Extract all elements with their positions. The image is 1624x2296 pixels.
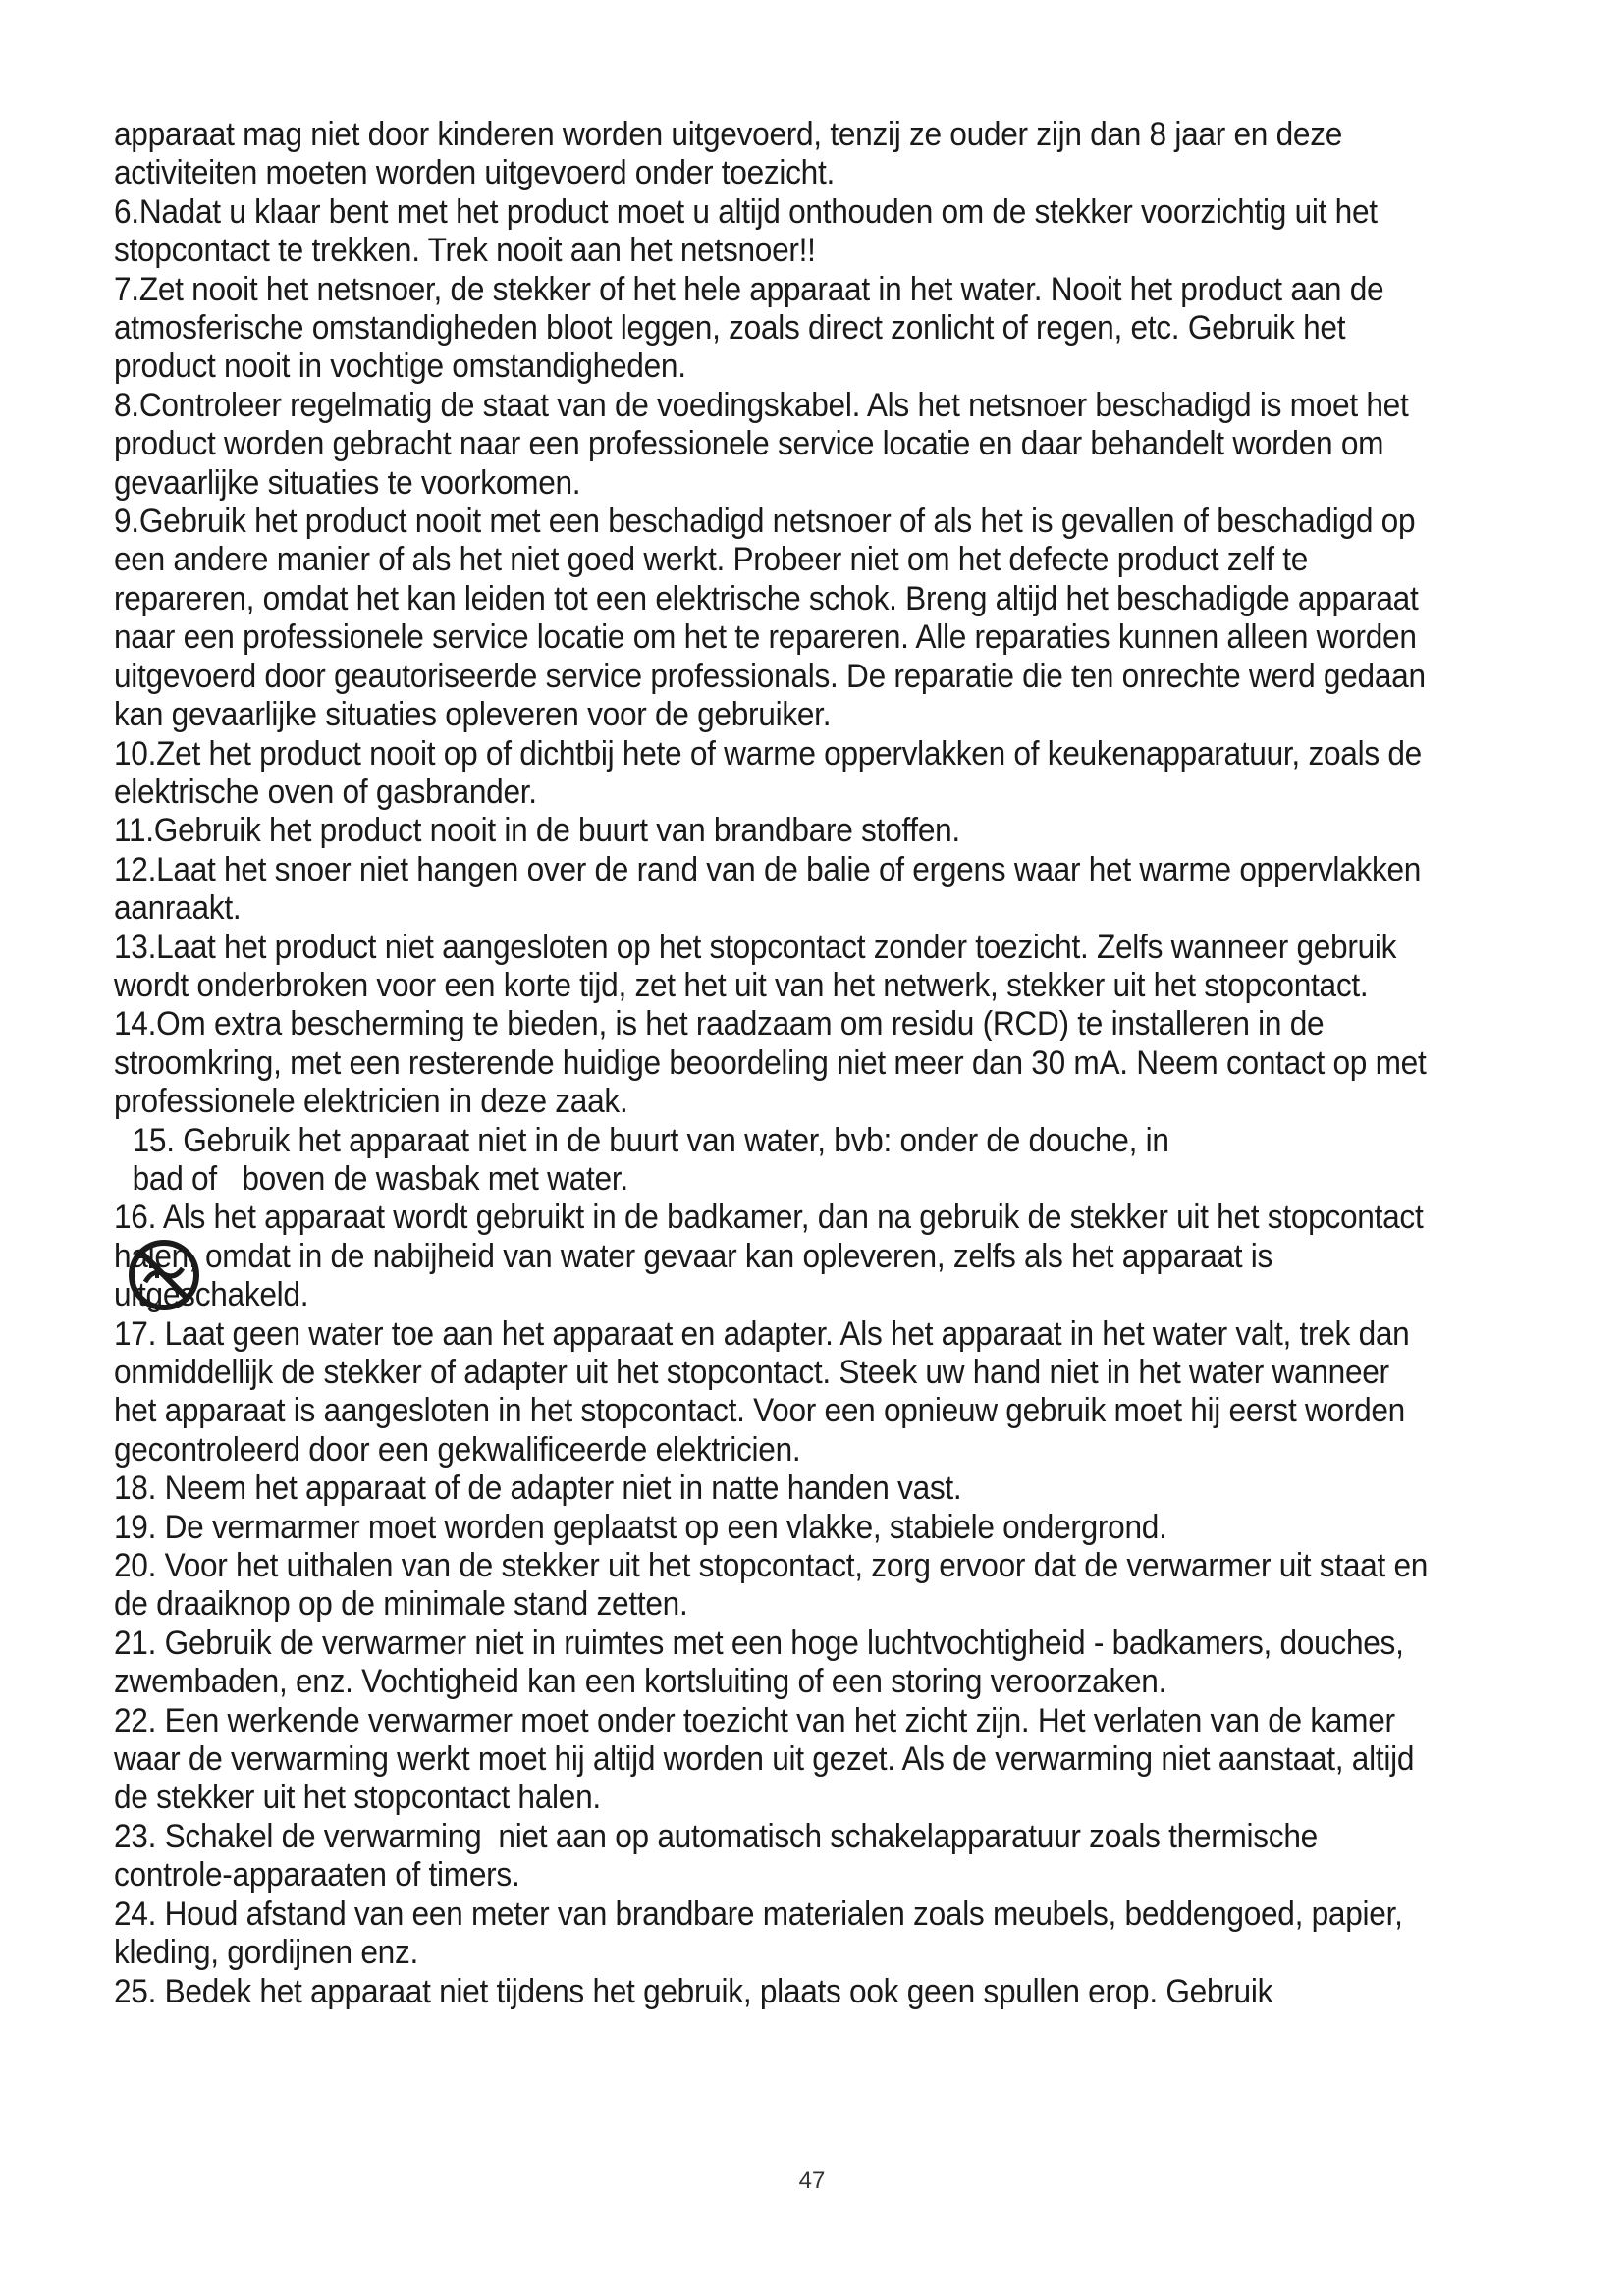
paragraph-22: 22. Een werkende verwarmer moet onder toezicht van het zicht zijn. Het verlaten van de kamer waar de verwarming werkt moet hij altijd worden uit gezet. Als de verwarming niet aanstaat, altijd de stekker uit het stopcontact halen.	[114, 1701, 1423, 1817]
paragraph-16: 16. Als het apparaat wordt gebruikt in de badkamer, dan na gebruik de stekker uit het stopcontact halen, omdat in de nabijheid van water gevaar kan opleveren, zelfs als het apparaat is uitgeschakeld.	[114, 1199, 1432, 1314]
paragraph-12: 12.Laat het snoer niet hangen over de rand van de balie of ergens waar het warme oppervlakken aanraakt.	[114, 850, 1430, 928]
paragraph-15	[114, 1122, 1438, 1200]
paragraph-20: 20. Voor het uithalen van de stekker uit het stopcontact, zorg ervoor dat de verwarmer uit staat en de draaiknop op de minimale stand zetten.	[114, 1547, 1436, 1624]
paragraph-7: 7.Zet nooit het netsnoer, de stekker of het hele apparaat in het water. Nooit het product aan de atmosferische omstandigheden bloot leggen, zoals direct zonlicht of regen, etc. Gebruik het product nooit in vochtige omstandigheden.	[114, 270, 1392, 386]
paragraph-6: 6.Nadat u klaar bent met het product moet u altijd onthouden om de stekker voorzichtig uit het stopcontact te trekken. Trek nooit aan het netsnoer!!	[114, 192, 1386, 270]
paragraph-13: 13.Laat het product niet aangesloten op het stopcontact zonder toezicht. Zelfs wanneer gebruik wordt onderbroken voor een korte tijd, zet het uit van het netwerk, stekker uit het stopcontact.	[114, 928, 1405, 1004]
paragraph-23: 23. Schakel de verwarming niet aan op automatisch schakelapparatuur zoals thermische controle-apparaaten of timers.	[114, 1817, 1326, 1895]
paragraph-10: 10.Zet het product nooit op of dichtbij hete of warme oppervlakken of keukenapparatuur, zoals de elektrische oven of gasbrander.	[114, 734, 1431, 811]
paragraph-21: 21. Gebruik de verwarmer niet in ruimtes met een hoge luchtvochtigheid - badkamers, douches, zwembaden, enz. Vochtigheid kan een kortsluiting of een storing veroorzaken.	[114, 1624, 1413, 1701]
no-water-prohibition-icon	[128, 1239, 200, 1311]
paragraph-19: 19. De vermarmer moet worden geplaatst op een vlakke, stabiele ondergrond.	[114, 1508, 1167, 1546]
paragraph-8: 8.Controleer regelmatig de staat van de voedingskabel. Als het netsnoer beschadigd is moet het product worden gebracht naar een professionele service locatie en daar behandelt worden om gevaarlijke situaties te voorkomen.	[114, 386, 1417, 502]
paragraph-14: 14.Om extra bescherming te bieden, is het raadzaam om residu (RCD) te installeren in de stroomkring, met een resterende huidige beoordeling niet meer dan 30 mA. Neem contact op met professionele elektricien in deze zaak.	[114, 1005, 1435, 1121]
paragraph-24: 24. Houd afstand van een meter van brandbare materialen zoals meubels, beddengoed, papier, kleding, gordijnen enz.	[114, 1895, 1412, 1972]
paragraph-25: 25. Bedek het apparaat niet tijdens het gebruik, plaats ook geen spullen erop. Gebruik	[114, 1972, 1273, 2010]
paragraph-18: 18. Neem het apparaat of de adapter niet in natte handen vast.	[114, 1469, 962, 1508]
instructions-text	[114, 116, 1438, 2011]
paragraph-continuation: apparaat mag niet door kinderen worden uitgevoerd, tenzij ze ouder zijn dan 8 jaar en deze activiteiten moeten worden uitgevoerd onder toezicht.	[114, 116, 1351, 192]
paragraph-9: 9.Gebruik het product nooit met een beschadigd netsnoer of als het is gevallen of beschadigd op een andere manier of als het niet goed werkt. Probeer niet om het defecte product zelf te repareren, omdat het kan leiden tot een elektrische schok. Breng altijd het beschadigde apparaat naar een professionele service locatie om het te repareren. Alle reparaties kunnen alleen worden uitgevoerd door geautoriseerde service professionals. De reparatie die ten onrechte werd gedaan kan gevaarlijke situaties opleveren voor de gebruiker.	[114, 503, 1435, 734]
paragraph-17: 17. Laat geen water toe aan het apparaat en adapter. Als het apparaat in het water valt, trek dan onmiddellijk de stekker of adapter uit het stopcontact. Steek uw hand niet in het water wanneer het apparaat is aangesloten in het stopcontact. Voor een opnieuw gebruik moet hij eerst worden gecontroleerd door een gekwalificeerde elektricien.	[114, 1314, 1419, 1468]
paragraph-15-line-1: 15. Gebruik het apparaat niet in de buurt van water, bvb: onder de douche, in	[132, 1121, 1169, 1159]
paragraph-15-line-2: bad of boven de wasbak met water.	[132, 1159, 628, 1198]
paragraph-11: 11.Gebruik het product nooit in de buurt van brandbare stoffen.	[114, 812, 960, 850]
page-number: 47	[798, 2167, 826, 2194]
